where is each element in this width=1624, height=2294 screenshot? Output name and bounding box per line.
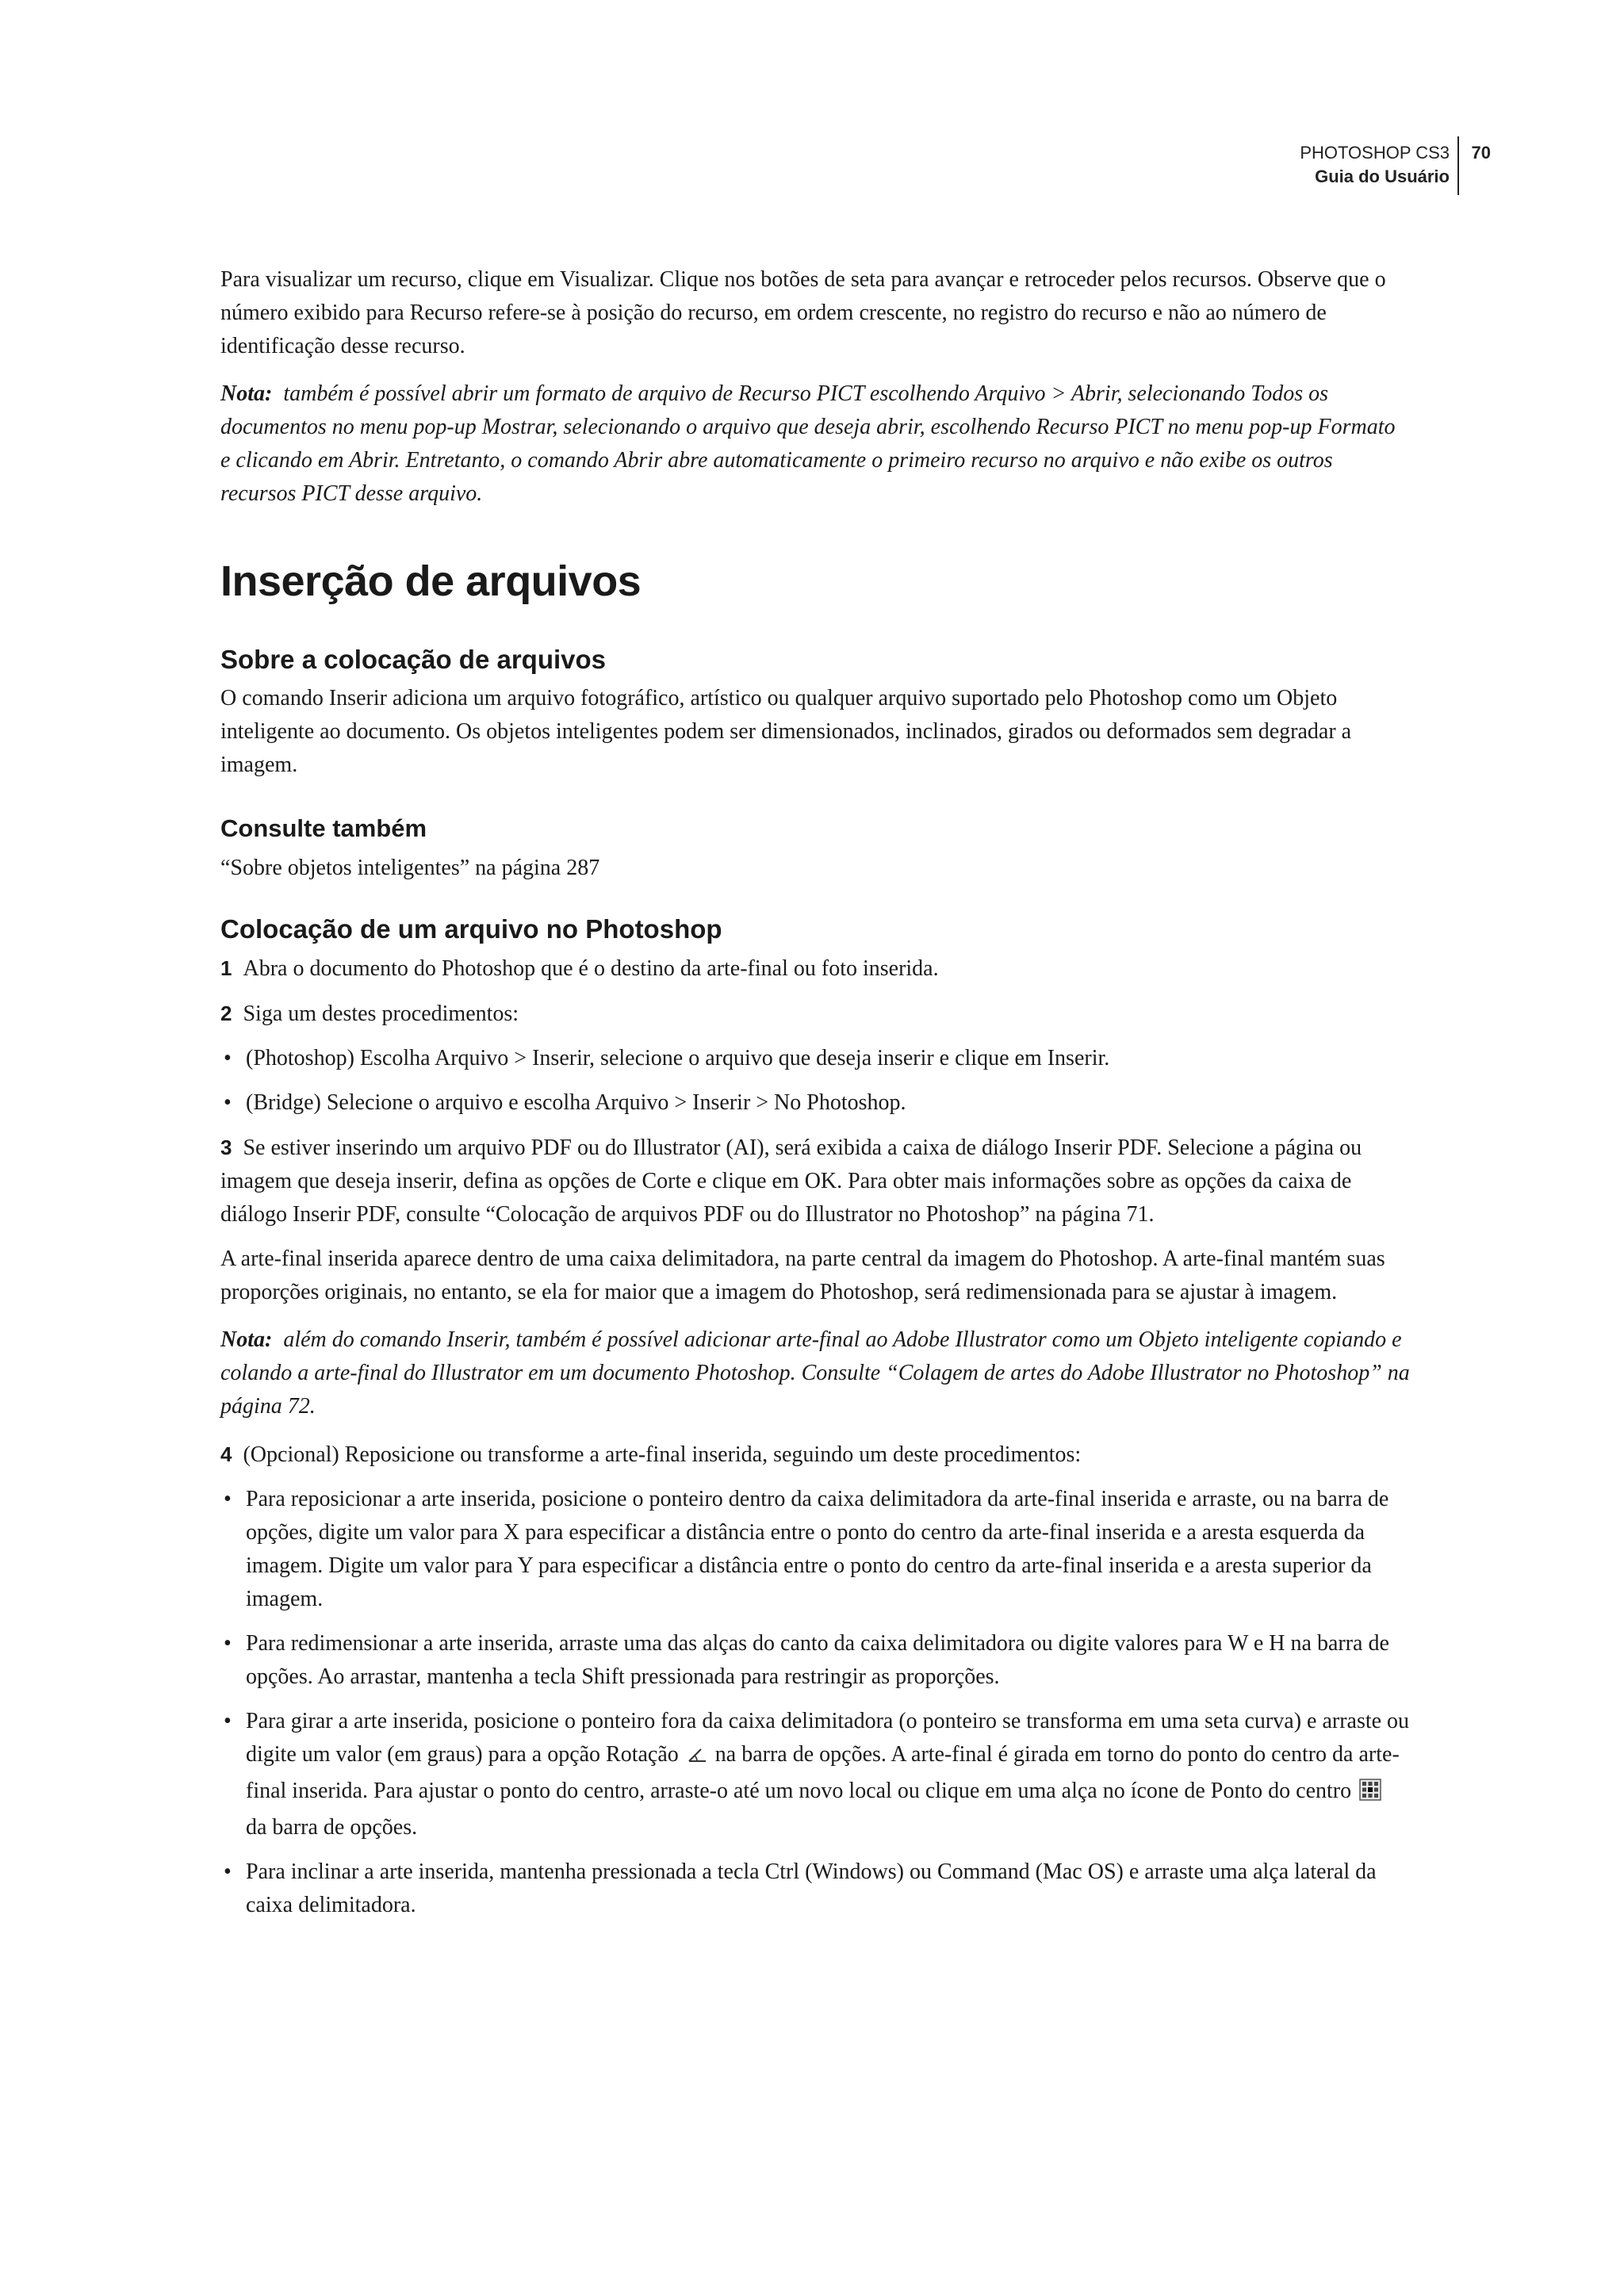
list-item-text: na barra de opções. A arte-final é girada em torno do ponto do centro da arte-final inserida. Para ajustar o ponto do centro, arraste-o até um novo local ou clique em uma alça no ícone de Ponto do centro [246, 1742, 1400, 1803]
list-item [220, 1042, 1410, 1075]
page-content [220, 263, 1410, 1933]
list-item [220, 1483, 1410, 1616]
step-1 [220, 952, 1410, 986]
note-paragraph-2 [220, 1323, 1410, 1423]
bullet-marker: • [224, 1631, 232, 1656]
step-number: 4 [220, 1442, 232, 1466]
step-number: 3 [220, 1136, 232, 1159]
list-item [220, 1086, 1410, 1120]
header-divider [1457, 136, 1459, 195]
bullet-marker: • [224, 1090, 232, 1115]
list-item [220, 1705, 1410, 1844]
about-heading: Sobre a colocação de arquivos [220, 645, 607, 674]
step-text: Siga um destes procedimentos: [243, 1001, 519, 1026]
step-3 [220, 1131, 1410, 1231]
bullet-marker: • [224, 1487, 232, 1511]
running-header-text [1300, 141, 1450, 189]
reference-point-icon [1359, 1778, 1381, 1811]
list-item-text: Para inclinar a arte inserida, mantenha pressionada a tecla Ctrl (Windows) ou Command (Mac OS) e arraste uma alça lateral da caixa delimitadora. [246, 1859, 1377, 1917]
rotation-angle-icon [687, 1741, 707, 1775]
placing-heading: Colocação de um arquivo no Photoshop [220, 914, 722, 944]
step-2 [220, 997, 1410, 1031]
list-item-text: (Photoshop) Escolha Arquivo > Inserir, selecione o arquivo que deseja inserir e clique em Inserir. [246, 1046, 1110, 1070]
bullet-marker: • [224, 1709, 232, 1733]
step-4 [220, 1438, 1410, 1472]
list-item-text: Para reposicionar a arte inserida, posicione o ponteiro dentro da caixa delimitadora da arte-final inserida e arraste, ou na barra de opções, digite um valor para X para especificar a distância entre o ponto do centro da arte-final inserida e a aresta esquerda da imagem. Digite um valor para Y para especificar a distância entre o ponto do centro da arte-final inserida e a aresta superior da imagem. [246, 1487, 1389, 1611]
note-text: além do comando Inserir, também é possível adicionar arte-final ao Adobe Illustrator como um Objeto inteligente copiando e colando a arte-final do Illustrator em um documento Photoshop. Consulte “Colagem de artes do Adobe Illustrator no Photoshop” na página 72. [220, 1327, 1410, 1419]
product-name: PHOTOSHOP CS3 [1300, 143, 1450, 163]
list-item-text: (Bridge) Selecione o arquivo e escolha Arquivo > Inserir > No Photoshop. [246, 1090, 906, 1115]
step-text: (Opcional) Reposicione ou transforme a arte-final inserida, seguindo um deste procedimentos: [243, 1442, 1082, 1467]
intro-paragraph: Para visualizar um recurso, clique em Visualizar. Clique nos botões de seta para avançar e retroceder pelos recursos. Observe que o número exibido para Recurso refere-se à posição do recurso, em ordem crescente, no registro do recurso e não ao número de identificação desse recurso. [220, 267, 1386, 358]
note-label: Nota: [220, 381, 273, 406]
list-item-text: Para redimensionar a arte inserida, arraste uma das alças do canto da caixa delimitadora ou digite valores para W e H na barra de opções. Ao arrastar, mantenha a tecla Shift pressionada para restringir as proporções. [246, 1631, 1389, 1689]
list-item-text: Para girar a arte inserida, posicione o ponteiro fora da caixa delimitadora (o ponteiro se transforma em uma seta curva) e arraste ou digite um valor (em graus) para a opção Rotação [246, 1709, 1410, 1767]
page-number: 70 [1471, 143, 1491, 163]
bullet-marker: • [224, 1859, 232, 1884]
running-header [1110, 136, 1491, 195]
step-number: 2 [220, 1001, 232, 1025]
note-label: Nota: [220, 1327, 273, 1352]
list-item [220, 1855, 1410, 1922]
step-number: 1 [220, 956, 232, 980]
note-text: também é possível abrir um formato de arquivo de Recurso PICT escolhendo Arquivo > Abrir, selecionando Todos os documentos no menu pop-up Mostrar, selecionando o arquivo que deseja abrir, escolhendo Recurso PICT no menu pop-up Formato e clicando em Abrir. Entretanto, o comando Abrir abre automaticamente o primeiro recurso no arquivo e não exibe os outros recursos PICT desse arquivo. [220, 381, 1396, 506]
list-item-text: da barra de opções. [246, 1815, 418, 1840]
section-title: Inserção de arquivos [220, 557, 642, 605]
bullet-marker: • [224, 1046, 232, 1070]
result-paragraph: A arte-final inserida aparece dentro de uma caixa delimitadora, na parte central da imagem do Photoshop. A arte-final mantém suas proporções originais, no entanto, se ela for maior que a imagem do Photoshop, será redimensionada para se ajustar à imagem. [220, 1247, 1385, 1304]
step-text: Se estiver inserindo um arquivo PDF ou do Illustrator (AI), será exibida a caixa de diálogo Inserir PDF. Selecione a página ou imagem que deseja inserir, defina as opções de Corte e clique em OK. Para obter mais informações sobre as opções da caixa de diálogo Inserir PDF, consulte “Colocação de arquivos PDF ou do Illustrator no Photoshop” na página 71. [220, 1136, 1362, 1227]
step-text: Abra o documento do Photoshop que é o destino da arte-final ou foto inserida. [243, 956, 939, 981]
list-item [220, 1627, 1410, 1694]
see-also-link[interactable]: “Sobre objetos inteligentes” na página 287 [220, 856, 600, 880]
about-paragraph: O comando Inserir adiciona um arquivo fotográfico, artístico ou qualquer arquivo suportado pelo Photoshop como um Objeto inteligente ao documento. Os objetos inteligentes podem ser dimensionados, inclinados, girados ou deformados sem degradar a imagem. [220, 686, 1352, 777]
guide-name: Guia do Usuário [1315, 167, 1450, 186]
note-paragraph [220, 377, 1410, 511]
see-also-heading: Consulte também [220, 814, 427, 842]
